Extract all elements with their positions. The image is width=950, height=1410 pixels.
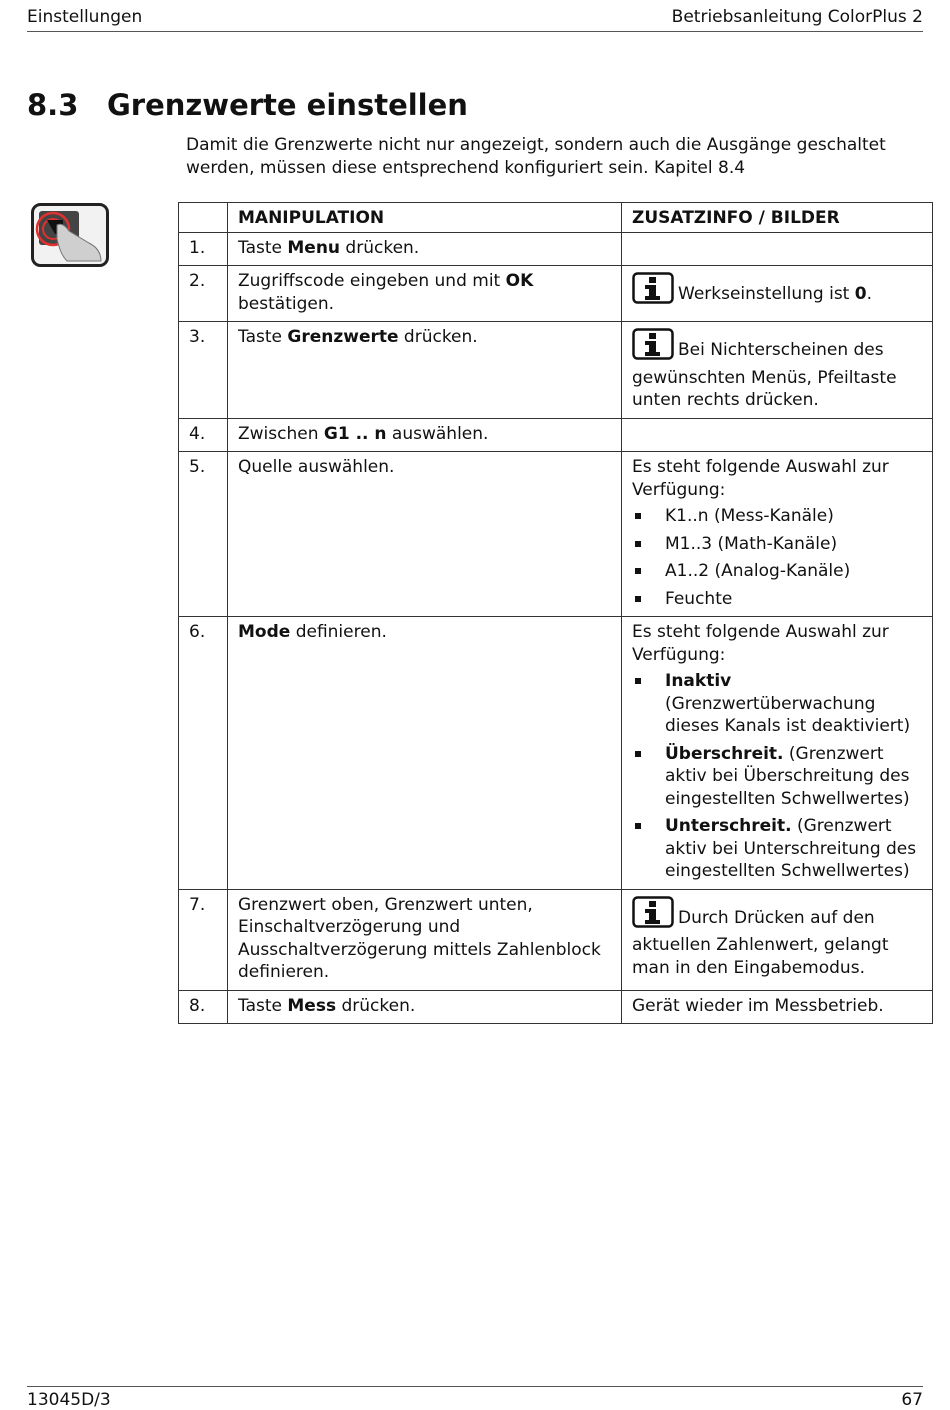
row-number: 7. <box>179 889 228 990</box>
row-number: 8. <box>179 990 228 1024</box>
document-number: 13045D/3 <box>27 1390 111 1410</box>
table-row <box>179 617 933 890</box>
row-instruction: Zwischen G1 .. n auswählen. <box>228 418 622 452</box>
list-item: Feuchte <box>632 588 924 611</box>
row-info <box>622 418 933 452</box>
table-row <box>179 418 933 452</box>
row-info: Durch Drücken auf den aktuellen Zahlenwert, gelangt man in den Eingabemodus. <box>622 889 933 990</box>
table-row <box>179 990 933 1024</box>
page-footer <box>27 1386 923 1410</box>
header-chapter: Einstellungen <box>27 7 143 27</box>
row-number: 4. <box>179 418 228 452</box>
info-icon <box>632 272 674 311</box>
row-number: 3. <box>179 322 228 419</box>
row-info: Werkseinstellung ist 0. <box>622 266 933 322</box>
section-heading <box>27 88 468 122</box>
list-item: K1..n (Mess-Kanäle) <box>632 505 924 528</box>
row-instruction: Taste Mess drücken. <box>228 990 622 1024</box>
section-title: Grenzwerte einstellen <box>107 88 468 122</box>
section-number: 8.3 <box>27 88 79 122</box>
list-item: Überschreit. (Grenzwert aktiv bei Überschreitung des eingestellten Schwellwertes) <box>632 743 924 811</box>
row-info: Bei Nichterscheinen des gewünschten Menüs, Pfeiltaste unten rechts drücken. <box>622 322 933 419</box>
row-info <box>622 232 933 266</box>
info-icon <box>632 896 674 935</box>
list-item: M1..3 (Math-Kanäle) <box>632 533 924 556</box>
intro-paragraph: Damit die Grenzwerte nicht nur angezeigt, sondern auch die Ausgänge geschaltet werden, müssen diese entsprechend konfiguriert sein. Kapitel 8.4 <box>186 135 886 178</box>
table-row <box>179 266 933 322</box>
table-row <box>179 452 933 617</box>
header-info: ZUSATZINFO / BILDER <box>622 203 933 233</box>
row-number: 6. <box>179 617 228 890</box>
touch-hand-icon <box>31 203 109 267</box>
row-instruction: Taste Grenzwerte drücken. <box>228 322 622 419</box>
header-manipulation: MANIPULATION <box>228 203 622 233</box>
row-instruction: Taste Menu drücken. <box>228 232 622 266</box>
table-row <box>179 889 933 990</box>
row-number: 1. <box>179 232 228 266</box>
list-item: Inaktiv (Grenzwertüberwachung dieses Kanals ist deaktiviert) <box>632 670 924 738</box>
header-num <box>179 203 228 233</box>
row-info: Es steht folgende Auswahl zur Verfügung: Inaktiv (Grenzwertüberwachung dieses Kanals ist deaktiviert) Überschreit. (Grenzwert aktiv bei Überschreitung des eingestellten Schwellwertes) Unterschreit. (Grenzwert aktiv bei Unterschreitung des eingestellten Schwellwertes) <box>622 617 933 890</box>
row-number: 5. <box>179 452 228 617</box>
row-instruction: Zugriffscode eingeben und mit OK bestätigen. <box>228 266 622 322</box>
page-number: 67 <box>901 1390 923 1410</box>
source-option-list <box>632 505 924 610</box>
table-row <box>179 232 933 266</box>
row-info: Es steht folgende Auswahl zur Verfügung: K1..n (Mess-Kanäle) M1..3 (Math-Kanäle) A1..2 (Analog-Kanäle) Feuchte <box>622 452 933 617</box>
row-instruction: Grenzwert oben, Grenzwert unten, Einschaltverzögerung und Ausschaltverzögerung mittels Zahlenblock definieren. <box>228 889 622 990</box>
table-row <box>179 322 933 419</box>
instruction-table <box>178 202 933 1024</box>
row-instruction: Quelle auswählen. <box>228 452 622 617</box>
list-item: A1..2 (Analog-Kanäle) <box>632 560 924 583</box>
table-header-row <box>179 203 933 233</box>
header-document: Betriebsanleitung ColorPlus 2 <box>671 7 923 27</box>
info-icon <box>632 328 674 367</box>
row-info: Gerät wieder im Messbetrieb. <box>622 990 933 1024</box>
page-header <box>27 7 923 32</box>
row-number: 2. <box>179 266 228 322</box>
row-instruction: Mode definieren. <box>228 617 622 890</box>
mode-option-list <box>632 670 924 883</box>
list-item: Unterschreit. (Grenzwert aktiv bei Unterschreitung des eingestellten Schwellwertes) <box>632 815 924 883</box>
